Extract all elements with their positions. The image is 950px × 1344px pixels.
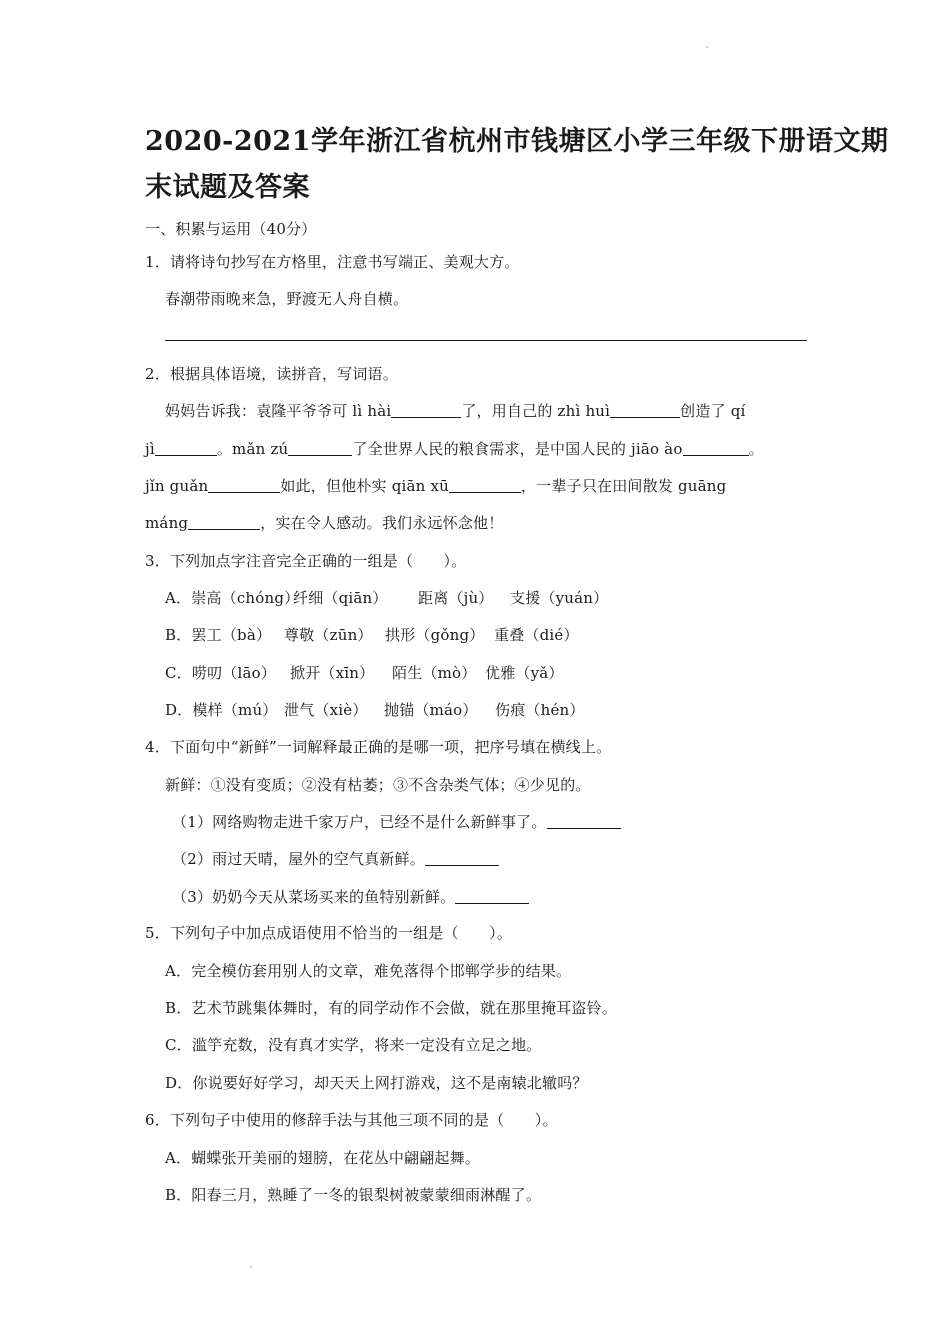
option-part: 伤痕（hén）: [495, 701, 585, 719]
answer-blank[interactable]: [425, 851, 499, 866]
question-1-stem: 1．请将诗句抄写在方格里，注意书写端正、美观大方。: [145, 253, 520, 271]
answer-blank[interactable]: [683, 441, 749, 456]
text: 。: [748, 440, 764, 458]
question-4-sentence-2: [172, 848, 499, 869]
answer-blank[interactable]: [547, 814, 621, 829]
question-5-stem: 5．下列句子中加点成语使用不恰当的一组是（ ）。: [145, 924, 513, 942]
scan-dot: [706, 46, 708, 48]
text: 妈妈告诉我：袁隆平爷爷可 lì hài: [165, 402, 392, 420]
option-part: 支援（yuán）: [510, 589, 609, 607]
question-5-option-a: A．完全模仿套用别人的文章，难免落得个邯郸学步的结果。: [165, 962, 572, 980]
option-part: A．崇高（chóng）: [165, 589, 300, 607]
option-part: 距离（jù）: [418, 589, 494, 607]
question-3-option-a: [165, 587, 608, 608]
question-4-sentence-3: [172, 886, 529, 907]
answer-blank[interactable]: [391, 403, 461, 418]
question-2-line-3: [145, 475, 726, 496]
option-part: D．模样（mú）: [165, 701, 278, 719]
text: jǐn guǎn: [145, 477, 209, 495]
scan-dot: [250, 1266, 252, 1268]
question-1-poem: 春潮带雨晚来急，野渡无人舟自横。: [165, 290, 409, 308]
question-6-option-b: B．阳春三月，熟睡了一冬的银梨树被蒙蒙细雨淋醒了。: [165, 1186, 542, 1204]
option-part: 抛锚（máo）: [384, 701, 478, 719]
question-3-option-b: [165, 624, 579, 645]
option-part: B．罢工（bà）: [165, 626, 272, 644]
answer-blank[interactable]: [455, 889, 529, 904]
text: （3）奶奶今天从菜场买来的鱼特别新鲜。: [172, 888, 456, 906]
question-4-definition: 新鲜：①没有变质；②没有枯萎；③不含杂类气体；④少见的。: [165, 776, 591, 794]
answer-blank[interactable]: [208, 478, 280, 493]
option-part: 纤细（qiān）: [293, 589, 388, 607]
text: 了全世界人民的粮食需求，是中国人民的 jiāo ào: [352, 440, 683, 458]
option-part: C．唠叨（lāo）: [165, 664, 277, 682]
question-5-option-b: B．艺术节跳集体舞时，有的同学动作不会做，就在那里掩耳盗铃。: [165, 999, 618, 1017]
text: jì: [145, 440, 155, 458]
question-6-stem: 6．下列句子中使用的修辞手法与其他三项不同的是（ ）。: [145, 1111, 558, 1129]
text: 创造了 qí: [680, 402, 746, 420]
question-6-option-a: A．蝴蝶张开美丽的翅膀，在花丛中翩翩起舞。: [165, 1149, 481, 1167]
answer-blank[interactable]: [610, 403, 680, 418]
text: ，一辈子只在田间散发 guāng: [521, 477, 727, 495]
text: （1）网络购物走进千家万户，已经不是什么新鲜事了。: [172, 813, 547, 831]
text: ，实在令人感动。我们永远怀念他！: [260, 514, 504, 532]
question-2-line-4: [145, 512, 503, 533]
text: máng: [145, 514, 189, 532]
document-title-line-2: 末试题及答案: [145, 172, 310, 203]
option-part: 陌生（mò）: [392, 664, 477, 682]
option-part: 尊敬（zūn）: [284, 626, 373, 644]
question-4-stem: 4．下面句中“新鲜”一词解释最正确的是哪一项，把序号填在横线上。: [145, 738, 612, 756]
answer-blank[interactable]: [188, 515, 260, 530]
text: 如此，但他朴实 qiān xū: [280, 477, 450, 495]
writing-line[interactable]: [165, 340, 807, 341]
answer-blank[interactable]: [155, 441, 217, 456]
question-4-sentence-1: [172, 811, 621, 832]
text: 。mǎn zú: [216, 440, 289, 458]
option-part: 掀开（xīn）: [290, 664, 375, 682]
question-5-option-d: D．你说要好好学习，却天天上网打游戏，这不是南辕北辙吗？: [165, 1074, 588, 1092]
text: （2）雨过天晴，屋外的空气真新鲜。: [172, 850, 425, 868]
question-3-option-d: [165, 699, 585, 720]
option-part: 泄气（xiè）: [284, 701, 368, 719]
question-2-stem: 2．根据具体语境，读拼音，写词语。: [145, 365, 398, 383]
question-2-line-2: [145, 438, 764, 459]
section-heading: 一、积累与运用（40分）: [145, 220, 317, 238]
text: 了，用自己的 zhì huì: [461, 402, 611, 420]
question-3-option-c: [165, 662, 564, 683]
question-3-stem: 3．下列加点字注音完全正确的一组是（ ）。: [145, 552, 467, 570]
option-part: 重叠（dié）: [494, 626, 579, 644]
question-2-line-1: [165, 400, 746, 421]
question-5-option-c: C．滥竽充数，没有真才实学，将来一定没有立足之地。: [165, 1036, 542, 1054]
option-part: 拱形（gǒng）: [385, 626, 485, 644]
answer-blank[interactable]: [288, 441, 352, 456]
option-part: 优雅（yǎ）: [485, 664, 564, 682]
answer-blank[interactable]: [449, 478, 521, 493]
document-title-line-1: 2020-2021学年浙江省杭州市钱塘区小学三年级下册语文期: [145, 126, 889, 157]
